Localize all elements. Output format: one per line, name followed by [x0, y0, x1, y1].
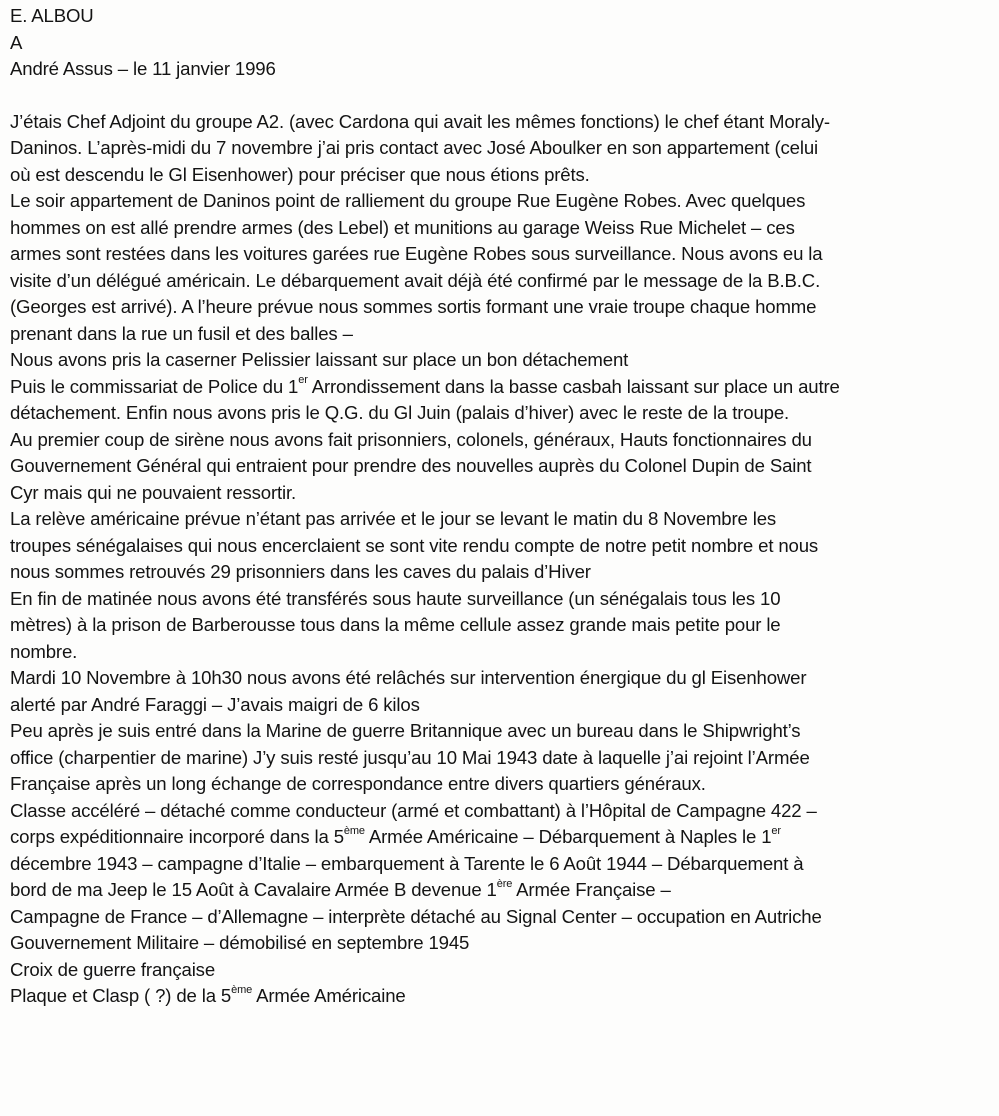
superscript: er — [298, 374, 308, 387]
text-line — [10, 877, 995, 904]
text-segment: bord de ma Jeep le 15 Août à Cavalaire Armée B devenue 1 — [10, 879, 497, 900]
recipient-date-line: André Assus – le 11 janvier 1996 — [10, 58, 276, 79]
text-line: mètres) à la prison de Barberousse tous dans la même cellule assez grande mais petite pour le — [10, 614, 781, 635]
text-segment: Puis le commissariat de Police du 1 — [10, 375, 299, 397]
text-line: Gouvernement Militaire – démobilisé en septembre 1945 — [10, 932, 470, 953]
text-line: Peu après je suis entré dans la Marine de guerre Britannique avec un bureau dans le Shipwright’s — [10, 720, 801, 741]
text-line — [10, 374, 995, 401]
text-segment: corps expéditionnaire incorporé dans la 5 — [10, 826, 344, 847]
text-line: Campagne de France – d’Allemagne – interprète détaché au Signal Center – occupation en Autriche — [10, 905, 822, 927]
paragraph-gap — [10, 83, 995, 109]
text-line: nombre. — [10, 640, 78, 662]
text-line: Mardi 10 Novembre à 10h30 nous avons été relâchés sur intervention énergique du gl Eisenhower — [10, 667, 807, 688]
text-segment: Armée Américaine – Débarquement à Naples le 1 — [364, 826, 772, 847]
text-line: visite d’un délégué américain. Le débarquement avait déjà été confirmé par le message de la B.B.C. — [10, 269, 821, 291]
superscript: ère — [496, 877, 513, 890]
text-segment: Armée Américaine — [252, 985, 406, 1006]
text-line: alerté par André Faraggi – J’avais maigri de 6 kilos — [10, 693, 420, 715]
letter-body — [10, 3, 995, 1010]
text-segment: Armée Française – — [512, 879, 671, 900]
text-line: Daninos. L’après-midi du 7 novembre j’ai pris contact avec José Aboulker en son appartement (celui — [10, 137, 819, 158]
text-line: prenant dans la rue un fusil et des balles – — [10, 322, 353, 344]
text-line: Le soir appartement de Daninos point de ralliement du groupe Rue Eugène Robes. Avec quelques — [10, 190, 806, 211]
superscript: er — [771, 824, 781, 837]
text-line: Gouvernement Général qui entraient pour prendre des nouvelles auprès du Colonel Dupin de Saint — [10, 455, 812, 476]
text-line: J’étais Chef Adjoint du groupe A2. (avec Cardona qui avait les mêmes fonctions) le chef étant Moraly- — [10, 110, 830, 132]
text-line: décembre 1943 – campagne d’Italie – embarquement à Tarente le 6 Août 1944 – Débarquement à — [10, 852, 804, 874]
text-line: En fin de matinée nous avons été transférés sous haute surveillance (un sénégalais tous les 10 — [10, 587, 781, 609]
text-segment: Arrondissement dans la basse casbah laissant sur place un autre — [307, 375, 840, 397]
text-line: troupes sénégalaises qui nous encerclaient se sont vite rendu compte de notre petit nombre et nous — [10, 534, 819, 556]
text-line: Croix de guerre française — [10, 958, 216, 980]
text-line: nous sommes retrouvés 29 prisonniers dans les caves du palais d’Hiver — [10, 561, 591, 582]
text-line: La relève américaine prévue n’étant pas arrivée et le jour se levant le matin du 8 Novembre les — [10, 508, 777, 529]
text-line: Française après un long échange de correspondance entre divers quartiers généraux. — [10, 773, 706, 794]
text-line: office (charpentier de marine) J’y suis resté jusqu’au 10 Mai 1943 date à laquelle j’ai rejoint l’Armée — [10, 746, 810, 768]
text-line: Nous avons pris la caserner Pelissier laissant sur place un bon détachement — [10, 349, 629, 370]
text-line: Cyr mais qui ne pouvaient ressortir. — [10, 481, 297, 503]
text-line: Au premier coup de sirène nous avons fait prisonniers, colonels, généraux, Hauts fonctionnaires du — [10, 428, 812, 450]
superscript: ème — [343, 824, 365, 837]
text-line: armes sont restées dans les voitures garées rue Eugène Robes sous surveillance. Nous avons eu la — [10, 243, 823, 264]
text-line: (Georges est arrivé). A l’heure prévue nous sommes sortis formant une vraie troupe chaque homme — [10, 296, 817, 317]
text-segment: Plaque et Clasp ( ?) de la 5 — [10, 985, 232, 1006]
addressee-line: A — [10, 31, 23, 53]
text-line: détachement. Enfin nous avons pris le Q.G. du Gl Juin (palais d’hiver) avec le reste de la troupe. — [10, 402, 790, 423]
text-line — [10, 983, 995, 1010]
author-line: E. ALBOU — [10, 5, 94, 26]
text-line: où est descendu le Gl Eisenhower) pour préciser que nous étions prêts. — [10, 163, 590, 185]
superscript: ème — [231, 983, 253, 996]
text-line — [10, 824, 995, 851]
text-line: hommes on est allé prendre armes (des Lebel) et munitions au garage Weiss Rue Michelet – ces — [10, 216, 795, 238]
text-line: Classe accéléré – détaché comme conducteur (armé et combattant) à l’Hôpital de Campagne 422 – — [10, 799, 817, 821]
